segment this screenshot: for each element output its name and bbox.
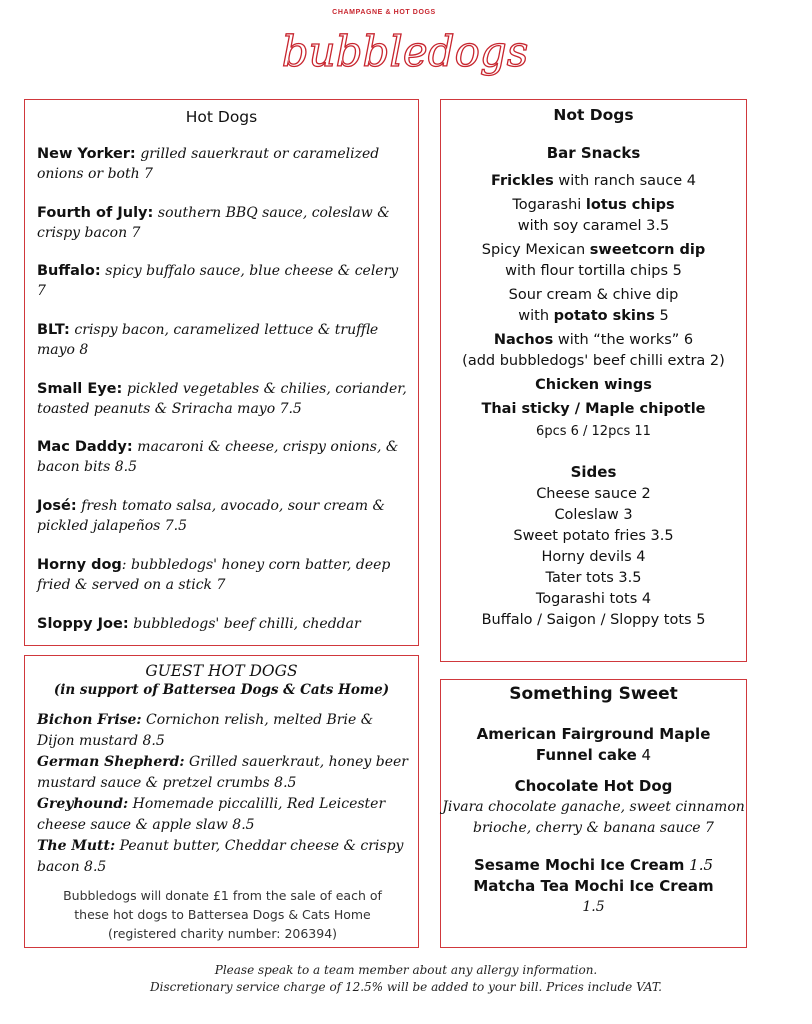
- item-desc: Peanut butter, Cheddar cheese & crispy bacon 8.5: [37, 838, 404, 875]
- item-desc: pickled vegetables & chilies, coriander, toasted peanuts & Sriracha mayo 7.5: [37, 380, 407, 417]
- bubbledogs-logo: [281, 16, 529, 86]
- snack-potato-skins: [441, 306, 746, 327]
- charity-note-line: these hot dogs to Battersea Dogs & Cats Home: [74, 907, 371, 922]
- charity-note-line: (registered charity number: 206394): [107, 926, 338, 941]
- item-price: 1.5: [582, 899, 605, 915]
- menu-item: [441, 855, 746, 918]
- snack-desc: Spicy Mexican: [481, 242, 590, 258]
- allergy-note: Please speak to a team member about any allergy information.: [214, 963, 598, 977]
- item-name: Sloppy Joe:: [37, 615, 129, 632]
- service-charge-note: Discretionary service charge of 12.5% will be added to your bill. Prices include VAT.: [150, 980, 662, 994]
- snack-chive-dip: Sour cream & chive dip: [508, 287, 679, 303]
- menu-item: [37, 261, 409, 320]
- item-desc: grilled sauerkraut or caramelized onions or both 7: [37, 146, 380, 182]
- item-name: Mac Daddy:: [37, 439, 133, 456]
- menu-footer: [0, 962, 812, 996]
- item-name: José:: [37, 498, 77, 515]
- list-item: Tater tots 3.5: [545, 570, 642, 586]
- item-desc: bubbledogs' beef chilli, cheddar: [133, 615, 361, 632]
- menu-item: [37, 496, 409, 555]
- tagline: CHAMPAGNE & HOT DOGS: [332, 9, 436, 16]
- snack-lotus: [441, 195, 746, 216]
- not-dogs-section: [440, 99, 747, 662]
- item-desc: macaroni & cheese, crispy onions, & bacon bits 8.5: [37, 439, 399, 476]
- snack-desc: Togarashi: [512, 197, 586, 213]
- snack-nachos: [441, 330, 746, 351]
- item-name: Small Eye:: [37, 380, 123, 397]
- sides-list: [441, 484, 746, 631]
- guest-hot-dogs-section: [24, 655, 419, 948]
- snack-desc: with ranch sauce 4: [553, 173, 696, 189]
- something-sweet-section: [440, 679, 747, 948]
- menu-item: [37, 203, 409, 262]
- menu-item: [37, 379, 409, 438]
- item-name: Horny dog: [37, 556, 122, 573]
- item-desc: spicy buffalo sauce, blue cheese & celery 7: [37, 263, 399, 300]
- item-name-line: [441, 745, 746, 766]
- svg-text:bubbledogs: bubbledogs: [281, 27, 529, 76]
- list-item: Coleslaw 3: [554, 507, 633, 523]
- hot-dogs-section: [24, 99, 419, 646]
- menu-item: [37, 710, 409, 752]
- item-name: American Fairground Maple: [476, 725, 711, 743]
- snack-wings-prices: 6pcs 6 / 12pcs 11: [536, 424, 651, 439]
- item-name: Chocolate Hot Dog: [514, 777, 673, 795]
- menu-item: [37, 836, 409, 878]
- item-desc: : bubbledogs' honey corn batter, deep fried & served on a stick 7: [37, 556, 391, 593]
- menu-item: [441, 776, 746, 839]
- item-name-line: [441, 855, 746, 876]
- menu-header: [0, 0, 768, 92]
- list-item: Horny devils 4: [541, 549, 646, 565]
- item-desc: Cornichon relish, melted Brie & Dijon mustard 8.5: [37, 712, 374, 749]
- snack-name: potato skins: [553, 308, 655, 324]
- item-name: The Mutt:: [37, 838, 116, 854]
- list-item: Togarashi tots 4: [535, 591, 652, 607]
- item-name: Bichon Frise:: [37, 712, 142, 728]
- item-name: Sesame Mochi Ice Cream: [473, 856, 685, 874]
- hot-dogs-list: [37, 144, 409, 672]
- menu-item: [37, 555, 409, 614]
- item-name: Fourth of July:: [37, 204, 154, 221]
- item-name: Greyhound:: [37, 796, 129, 812]
- item-desc: southern BBQ sauce, coleslaw & crispy bacon 7: [37, 204, 390, 241]
- menu-item: [441, 724, 746, 766]
- snack-sweetcorn-desc: with flour tortilla chips 5: [505, 263, 682, 279]
- item-desc: Homemade piccalilli, Red Leicester cheese sauce & apple slaw 8.5: [37, 796, 386, 833]
- not-dogs-title: Not Dogs: [553, 106, 634, 124]
- list-item: Sweet potato fries 3.5: [513, 528, 674, 544]
- item-name: Funnel cake: [535, 746, 637, 764]
- snack-name: Nachos: [493, 332, 554, 348]
- snack-nachos-extra: (add bubbledogs' beef chilli extra 2): [462, 353, 725, 369]
- snack-desc: with: [518, 308, 554, 324]
- item-name: New Yorker:: [37, 146, 136, 162]
- menu-item: [37, 752, 409, 794]
- list-item: Cheese sauce 2: [536, 486, 651, 502]
- snack-wings-flavours: Thai sticky / Maple chipotle: [481, 401, 706, 417]
- item-price: 4: [636, 746, 652, 764]
- snack-price: 5: [654, 308, 669, 324]
- item-name: Matcha Tea Mochi Ice Cream: [473, 877, 714, 895]
- item-name: Buffalo:: [37, 263, 101, 280]
- sweet-title: Something Sweet: [509, 684, 678, 704]
- snack-name: sweetcorn dip: [589, 242, 706, 258]
- list-item: Buffalo / Saigon / Sloppy tots 5: [481, 612, 706, 628]
- menu-item: [37, 144, 409, 203]
- charity-note-line: Bubbledogs will donate £1 from the sale of each of: [63, 888, 382, 903]
- menu-item: [37, 437, 409, 496]
- snack-name: lotus chips: [585, 197, 675, 213]
- item-desc: Jivara chocolate ganache, sweet cinnamon brioche, cherry & banana sauce 7: [442, 799, 745, 836]
- item-desc: Grilled sauerkraut, honey beer mustard sauce & pretzel crumbs 8.5: [37, 754, 408, 791]
- charity-note: [35, 886, 410, 943]
- hot-dogs-title: Hot Dogs: [185, 108, 258, 126]
- guest-title: GUEST HOT DOGS: [145, 662, 298, 680]
- guest-subtitle: (in support of Battersea Dogs & Cats Home): [53, 682, 390, 698]
- item-name: BLT:: [37, 322, 70, 339]
- sides-title: Sides: [570, 463, 617, 481]
- snack-name: Frickles: [491, 173, 554, 189]
- snack-lotus-desc: with soy caramel 3.5: [517, 218, 670, 234]
- item-desc: crispy bacon, caramelized lettuce & truffle mayo 8: [37, 322, 379, 359]
- bar-snacks-title: Bar Snacks: [546, 144, 641, 162]
- item-name: German Shepherd:: [37, 754, 185, 770]
- menu-item: [37, 794, 409, 836]
- snack-wings: Chicken wings: [535, 377, 652, 393]
- snack-sweetcorn: [441, 240, 746, 261]
- item-desc: fresh tomato salsa, avocado, sour cream & pickled jalapeños 7.5: [37, 498, 385, 535]
- menu-item: [37, 320, 409, 379]
- snack-desc: with “the works” 6: [553, 332, 694, 348]
- snack-frickles: [441, 171, 746, 192]
- guest-list: [37, 710, 409, 878]
- item-price: 1.5: [684, 856, 714, 874]
